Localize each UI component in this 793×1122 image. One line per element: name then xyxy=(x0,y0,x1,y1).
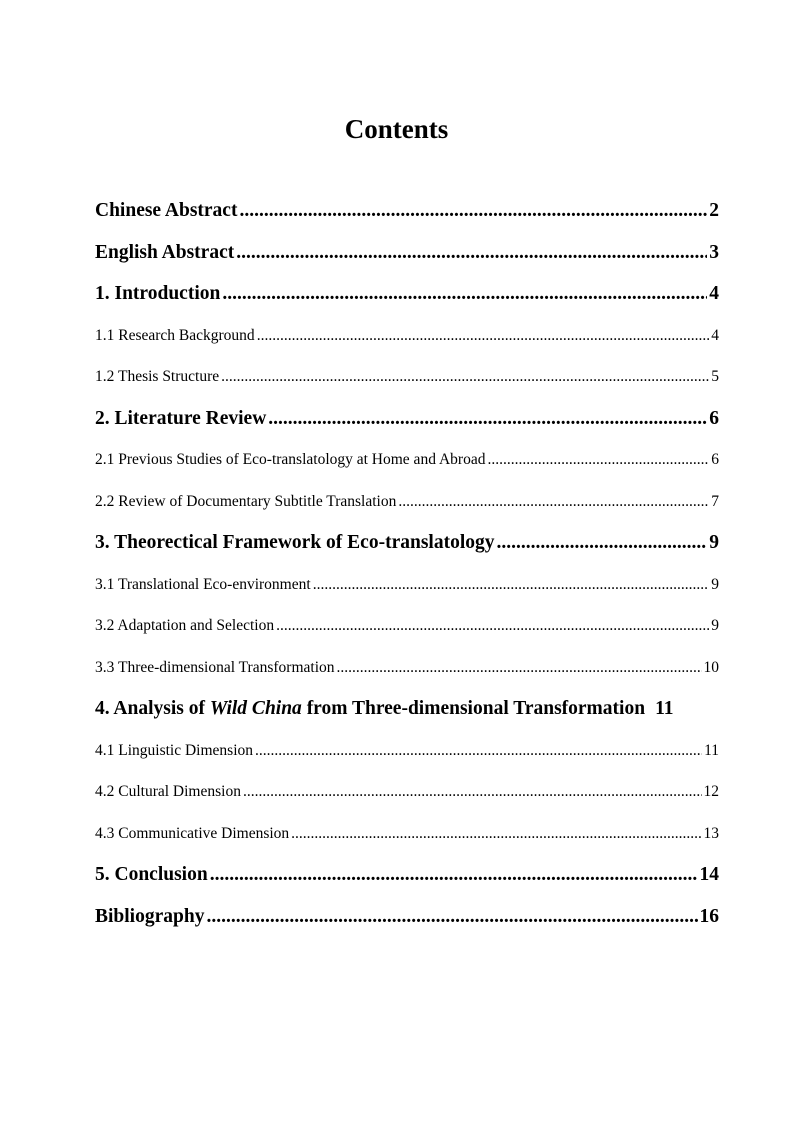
toc-entry-page: 11 xyxy=(704,741,719,759)
toc-entry-english-abstract[interactable] xyxy=(95,236,719,278)
dot-leader xyxy=(222,277,707,311)
toc-entry-title: 2. Literature Review xyxy=(95,407,267,429)
page-title: Contents xyxy=(344,114,449,144)
toc-entry-theoretical-framework[interactable] xyxy=(95,526,719,568)
toc-entry-title: 1.2 Thesis Structure xyxy=(95,368,220,385)
toc-entry-title: 4.3 Communicative Dimension xyxy=(95,824,290,842)
toc-entry-title xyxy=(95,692,645,726)
toc-entry-page: 11 xyxy=(655,698,674,719)
dot-leader xyxy=(257,319,710,353)
dot-leader xyxy=(221,360,709,394)
toc-entry-title: 2.2 Review of Documentary Subtitle Translation xyxy=(95,492,397,510)
toc-entry-three-dimensional-transformation[interactable] xyxy=(95,651,719,693)
dot-leader xyxy=(313,568,710,602)
toc-entry-page: 7 xyxy=(711,492,719,510)
toc-entry-title: 1. Introduction xyxy=(95,283,221,304)
toc-entry-page: 3 xyxy=(709,241,719,263)
dot-leader xyxy=(276,609,709,643)
toc-entry-title: Bibliography xyxy=(95,905,205,927)
table-of-contents xyxy=(95,194,719,941)
toc-entry-adaptation-selection[interactable] xyxy=(95,609,719,651)
dot-leader xyxy=(210,858,698,892)
title-part-italic: Wild China xyxy=(209,698,302,719)
toc-entry-title: 1.1 Research Background xyxy=(95,326,255,344)
toc-entry-page: 14 xyxy=(699,864,719,885)
toc-entry-page: 6 xyxy=(709,407,719,429)
toc-entry-thesis-structure[interactable] xyxy=(95,360,719,402)
toc-entry-title: 3.2 Adaptation and Selection xyxy=(95,617,275,634)
toc-entry-page: 13 xyxy=(703,824,719,842)
toc-entry-page: 4 xyxy=(709,283,719,304)
toc-entry-cultural-dimension[interactable] xyxy=(95,775,719,817)
toc-entry-page: 9 xyxy=(711,575,719,593)
toc-entry-introduction[interactable] xyxy=(95,277,719,319)
toc-entry-previous-studies[interactable] xyxy=(95,443,719,485)
dot-leader xyxy=(337,651,702,685)
toc-entry-title: Chinese Abstract xyxy=(95,200,238,221)
toc-entry-title: 4.1 Linguistic Dimension xyxy=(95,741,254,759)
dot-leader xyxy=(206,900,697,934)
dot-leader xyxy=(291,817,701,851)
toc-entry-subtitle-translation-review[interactable] xyxy=(95,485,719,527)
toc-entry-title: 3. Theorectical Framework of Eco-translatology xyxy=(95,532,495,553)
toc-entry-eco-environment[interactable] xyxy=(95,568,719,610)
toc-entry-conclusion[interactable] xyxy=(95,858,719,900)
title-part: 4. Analysis of xyxy=(95,698,210,719)
dot-leader xyxy=(236,236,707,270)
toc-entry-page: 5 xyxy=(711,368,719,385)
dot-leader xyxy=(268,402,707,436)
toc-entry-chinese-abstract[interactable] xyxy=(95,194,719,236)
dot-leader xyxy=(255,734,702,768)
toc-entry-bibliography[interactable] xyxy=(95,900,719,942)
dot-leader xyxy=(487,443,709,477)
toc-entry-communicative-dimension[interactable] xyxy=(95,817,719,859)
toc-entry-page: 10 xyxy=(703,658,719,676)
dot-leader xyxy=(398,485,709,519)
toc-entry-page: 4 xyxy=(711,326,719,344)
toc-entry-title: 3.3 Three-dimensional Transformation xyxy=(95,658,335,676)
toc-entry-title: 4.2 Cultural Dimension xyxy=(95,783,241,800)
toc-entry-page: 9 xyxy=(711,617,719,634)
toc-entry-title: 2.1 Previous Studies of Eco-translatology at Home and Abroad xyxy=(95,451,486,468)
toc-entry-analysis-wild-china[interactable] xyxy=(95,692,719,734)
toc-entry-page: 9 xyxy=(709,532,719,553)
toc-entry-page: 12 xyxy=(703,783,719,800)
toc-entry-page: 6 xyxy=(711,451,719,468)
toc-entry-title: 3.1 Translational Eco-environment xyxy=(95,575,311,593)
toc-entry-research-background[interactable] xyxy=(95,319,719,361)
toc-entry-literature-review[interactable] xyxy=(95,402,719,444)
dot-leader xyxy=(496,526,707,560)
toc-entry-title: English Abstract xyxy=(95,241,235,263)
dot-leader xyxy=(243,775,702,809)
title-part: from Three-dimensional Transformation xyxy=(301,698,646,719)
dot-leader xyxy=(239,194,707,228)
toc-entry-title: 5. Conclusion xyxy=(95,864,208,885)
toc-entry-linguistic-dimension[interactable] xyxy=(95,734,719,776)
toc-entry-page: 2 xyxy=(709,200,719,221)
toc-entry-page: 16 xyxy=(699,905,719,927)
